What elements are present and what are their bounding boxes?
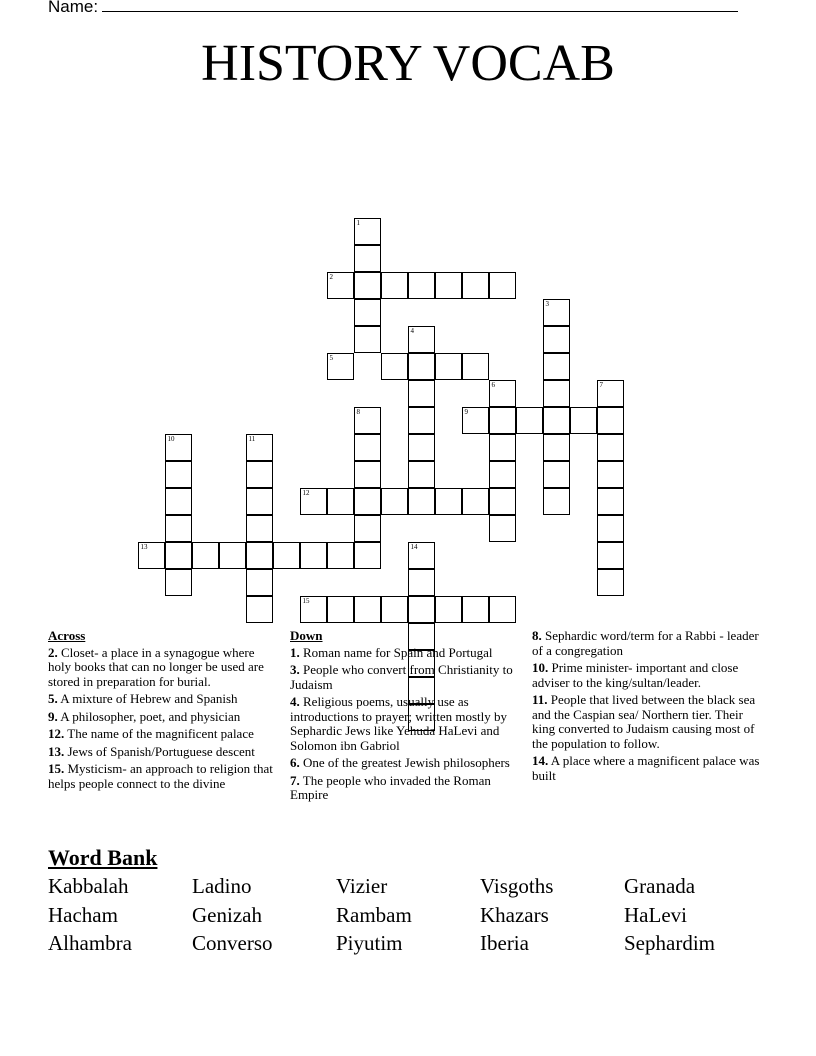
grid-cell[interactable] <box>354 299 381 326</box>
down-clues-continued <box>532 629 768 786</box>
grid-cell[interactable] <box>597 488 624 515</box>
grid-cell[interactable] <box>327 542 354 569</box>
clue-item <box>48 727 280 742</box>
clue-number: 6. <box>290 755 300 770</box>
grid-cell[interactable] <box>597 407 624 434</box>
clue-item <box>48 762 280 791</box>
grid-cell[interactable] <box>381 272 408 299</box>
clue-number: 4 <box>410 326 414 335</box>
grid-cell[interactable] <box>246 515 273 542</box>
clue-item <box>532 754 768 783</box>
grid-cell[interactable] <box>165 515 192 542</box>
grid-cell[interactable] <box>597 380 624 407</box>
grid-cell[interactable] <box>489 434 516 461</box>
grid-cell[interactable] <box>246 488 273 515</box>
clue-number: 5. <box>48 691 58 706</box>
clue-item <box>48 692 280 707</box>
word-bank-item: Hacham <box>48 903 118 927</box>
grid-cell[interactable] <box>435 272 462 299</box>
clue-item <box>290 695 522 753</box>
grid-cell[interactable] <box>138 542 165 569</box>
clue-text: A philosopher, poet, and physician <box>57 708 241 724</box>
clue-text: Prime minister- important and close adviser to the king/sultan/leader. <box>532 660 739 690</box>
grid-cell[interactable] <box>489 488 516 515</box>
grid-cell[interactable] <box>570 407 597 434</box>
clue-number: 9. <box>48 708 58 724</box>
clue-item <box>290 774 522 803</box>
grid-cell[interactable] <box>408 488 435 515</box>
grid-cell[interactable] <box>462 353 489 380</box>
grid-cell[interactable] <box>543 488 570 515</box>
grid-cell[interactable] <box>489 596 516 623</box>
clue-text: Roman name for Spain and Portugal <box>299 644 493 660</box>
word-bank-item: Genizah <box>192 903 262 927</box>
clue-number: 13 <box>140 542 148 551</box>
grid-cell[interactable] <box>543 299 570 326</box>
clue-text: People who convert from Christianity to Judaism <box>290 662 513 692</box>
grid-cell[interactable] <box>354 461 381 488</box>
grid-cell[interactable] <box>354 488 381 515</box>
clue-number: 10 <box>167 434 175 443</box>
word-bank-item: Rambam <box>336 903 412 927</box>
clue-item <box>48 710 280 725</box>
grid-cell[interactable] <box>246 434 273 461</box>
clue-number: 14. <box>532 753 549 768</box>
grid-cell[interactable] <box>597 542 624 569</box>
grid-cell[interactable] <box>354 434 381 461</box>
clue-text: The name of the magnificent palace <box>64 726 254 741</box>
grid-cell[interactable] <box>543 326 570 353</box>
grid-cell[interactable] <box>246 542 273 569</box>
clue-text: Closet- a place in a synagogue where holy books that can no longer be used are stored in preparation for burial. <box>48 644 264 689</box>
clue-item <box>532 661 768 690</box>
clue-number: 2 <box>329 272 333 281</box>
grid-cell[interactable] <box>543 407 570 434</box>
grid-cell[interactable] <box>165 542 192 569</box>
clue-number: 13. <box>48 743 65 759</box>
clue-text: Mysticism- an approach to religion that helps people connect to the divine <box>48 761 273 791</box>
clue-number: 4. <box>290 694 300 709</box>
clue-item <box>290 646 522 661</box>
clue-text: A place where a magnificent palace was built <box>532 753 760 783</box>
clue-number: 11. <box>532 692 548 707</box>
grid-cell[interactable] <box>165 488 192 515</box>
grid-cell[interactable] <box>354 596 381 623</box>
clue-number: 10. <box>532 660 549 675</box>
clue-number: 5 <box>329 353 333 362</box>
clue-number: 15. <box>48 761 65 776</box>
grid-cell[interactable] <box>165 461 192 488</box>
grid-cell[interactable] <box>597 515 624 542</box>
grid-cell[interactable] <box>489 461 516 488</box>
clue-number: 3. <box>290 662 300 677</box>
grid-cell[interactable] <box>381 353 408 380</box>
page-title: HISTORY VOCAB <box>201 35 615 92</box>
grid-cell[interactable] <box>246 596 273 623</box>
clue-text: Jews of Spanish/Portuguese descent <box>64 743 255 759</box>
word-bank-item: HaLevi <box>624 903 687 927</box>
grid-cell[interactable] <box>300 542 327 569</box>
grid-cell[interactable] <box>354 542 381 569</box>
grid-cell[interactable] <box>543 461 570 488</box>
grid-cell[interactable] <box>435 488 462 515</box>
grid-cell[interactable] <box>408 380 435 407</box>
grid-cell[interactable] <box>462 272 489 299</box>
grid-cell[interactable] <box>354 326 381 353</box>
across-heading: Across <box>48 628 86 643</box>
grid-cell[interactable] <box>462 488 489 515</box>
grid-cell[interactable] <box>489 515 516 542</box>
clue-number: 15 <box>302 596 310 605</box>
grid-cell[interactable] <box>381 488 408 515</box>
grid-cell[interactable] <box>327 353 354 380</box>
grid-cell[interactable] <box>408 461 435 488</box>
clue-number: 3 <box>545 299 549 308</box>
clue-text: Sephardic word/term for a Rabbi - leader of a congregation <box>532 628 759 658</box>
clue-number: 6 <box>491 380 495 389</box>
word-bank-item: Granada <box>624 874 696 898</box>
grid-cell[interactable] <box>246 569 273 596</box>
grid-cell[interactable] <box>327 272 354 299</box>
word-bank-item: Ladino <box>192 874 252 898</box>
word-bank-item: Vizier <box>336 874 388 898</box>
grid-cell[interactable] <box>327 488 354 515</box>
clue-item <box>532 629 768 658</box>
clue-number: 8. <box>532 628 542 643</box>
grid-cell[interactable] <box>489 407 516 434</box>
grid-cell[interactable] <box>597 434 624 461</box>
clue-item <box>290 663 522 692</box>
clue-text: Religious poems, usually use as introductions to prayer; written mostly by Sephardic Jews like Yehuda HaLevi and Solomon ibn Gabriol <box>290 694 507 753</box>
grid-cell[interactable] <box>462 407 489 434</box>
grid-cell[interactable] <box>381 596 408 623</box>
word-bank-item: Kabbalah <box>48 874 129 898</box>
grid-cell[interactable] <box>192 542 219 569</box>
down-heading: Down <box>290 628 323 643</box>
grid-cell[interactable] <box>462 596 489 623</box>
word-bank-item: Khazars <box>480 903 549 927</box>
grid-cell[interactable] <box>435 353 462 380</box>
grid-cell[interactable] <box>354 272 381 299</box>
grid-cell[interactable] <box>597 461 624 488</box>
grid-cell[interactable] <box>165 569 192 596</box>
grid-cell[interactable] <box>408 326 435 353</box>
grid-cell[interactable] <box>408 272 435 299</box>
clue-number: 7. <box>290 772 300 788</box>
grid-cell[interactable] <box>273 542 300 569</box>
grid-cell[interactable] <box>408 596 435 623</box>
grid-cell[interactable] <box>408 353 435 380</box>
grid-cell[interactable] <box>354 245 381 272</box>
grid-cell[interactable] <box>408 569 435 596</box>
clue-number: 12 <box>302 488 310 497</box>
grid-cell[interactable] <box>516 407 543 434</box>
grid-cell[interactable] <box>327 596 354 623</box>
word-bank-item: Piyutim <box>336 931 403 955</box>
clue-number: 12. <box>48 726 65 741</box>
clue-text: People that lived between the black sea and the Caspian sea/ Northern tier. Their king converted to Judaism causing most of the population to follow. <box>532 692 756 751</box>
word-bank-item: Converso <box>192 931 273 955</box>
clue-number: 11 <box>248 434 256 443</box>
grid-cell[interactable] <box>354 218 381 245</box>
grid-cell[interactable] <box>489 272 516 299</box>
clue-item <box>48 745 280 760</box>
grid-cell[interactable] <box>543 434 570 461</box>
grid-cell[interactable] <box>246 461 273 488</box>
clue-text: The people who invaded the Roman Empire <box>290 772 491 802</box>
clue-number: 8 <box>356 407 360 416</box>
grid-cell[interactable] <box>435 596 462 623</box>
grid-cell[interactable] <box>219 542 246 569</box>
word-bank-item: Alhambra <box>48 931 132 955</box>
grid-cell[interactable] <box>543 380 570 407</box>
grid-cell[interactable] <box>354 515 381 542</box>
clue-number: 2. <box>48 644 58 660</box>
grid-cell[interactable] <box>300 488 327 515</box>
grid-cell[interactable] <box>489 380 516 407</box>
grid-cell[interactable] <box>354 407 381 434</box>
word-bank-item: Iberia <box>480 931 529 955</box>
grid-cell[interactable] <box>408 407 435 434</box>
clue-item <box>48 646 280 690</box>
clue-number: 14 <box>410 542 418 551</box>
clue-number: 9 <box>464 407 468 416</box>
grid-cell[interactable] <box>408 542 435 569</box>
clue-number: 1 <box>356 218 360 227</box>
clue-item <box>532 693 768 751</box>
clue-text: A mixture of Hebrew and Spanish <box>57 691 238 706</box>
word-bank-heading: Word Bank <box>48 845 158 870</box>
word-bank-item: Sephardim <box>624 931 715 955</box>
down-clues <box>290 629 522 806</box>
grid-cell[interactable] <box>408 434 435 461</box>
grid-cell[interactable] <box>597 569 624 596</box>
grid-cell[interactable] <box>543 353 570 380</box>
across-clues <box>48 629 280 794</box>
grid-cell[interactable] <box>165 434 192 461</box>
clue-text: One of the greatest Jewish philosophers <box>299 755 510 770</box>
clue-item <box>290 756 522 771</box>
clue-number: 1. <box>290 644 300 660</box>
name-label: Name: <box>48 0 99 16</box>
clue-number: 7 <box>599 380 603 389</box>
word-bank-item: Visgoths <box>480 874 554 898</box>
grid-cell[interactable] <box>300 596 327 623</box>
